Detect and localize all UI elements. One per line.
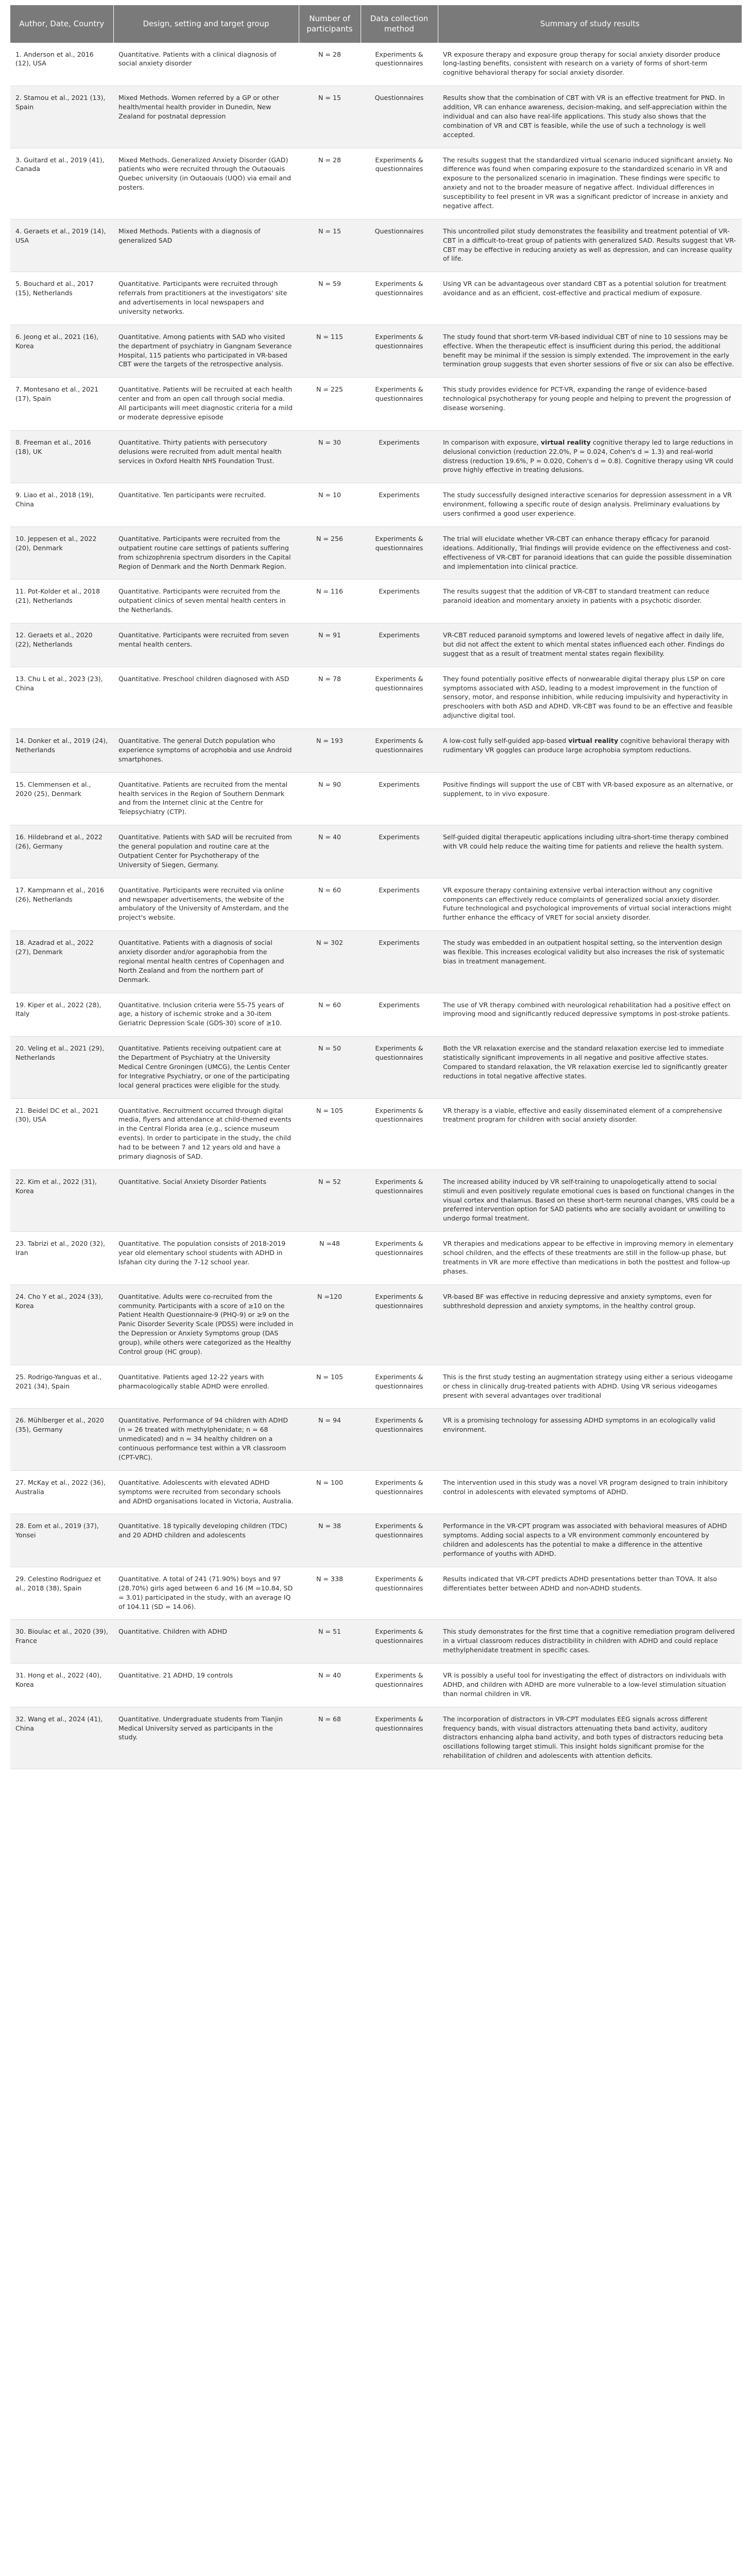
cell-author: 26. Mühlberger et al., 2020 (35), Germany — [10, 1409, 113, 1470]
cell-design: Quantitative. Preschool children diagnosed with ASD — [113, 667, 299, 728]
cell-summary: They found potentially positive effects of nonwearable digital therapy plus LSP on core symptoms associated with ASD, leading to a modest improvement in the function of sensory, motor, and response inhibition, while reducing impulsivity and hyperactivity in preschoolers with both ASD and ADHD. VR-CBT was found to be an effective and feasible adjunctive digital tool. — [438, 667, 742, 728]
cell-method: Experiments & questionnaires — [361, 325, 438, 378]
header-summary: Summary of study results — [438, 5, 742, 43]
cell-design: Quantitative. 18 typically developing children (TDC) and 20 ADHD children and adolescents — [113, 1514, 299, 1567]
table-row — [10, 1232, 742, 1285]
cell-method: Questionnaires — [361, 219, 438, 272]
table-row — [10, 378, 742, 431]
table-row — [10, 1514, 742, 1567]
cell-participants: N = 256 — [299, 527, 361, 580]
cell-author: 1. Anderson et al., 2016 (12), USA — [10, 43, 113, 86]
table-row — [10, 1098, 742, 1170]
cell-method: Experiments & questionnaires — [361, 1707, 438, 1769]
cell-author: 32. Wang et al., 2024 (41), China — [10, 1707, 113, 1769]
table-row — [10, 667, 742, 728]
cell-author: 29. Celestino Rodriguez et al., 2018 (38), Spain — [10, 1567, 113, 1620]
cell-design: Quantitative. Patients aged 12-22 years with pharmacologically stable ADHD were enrolled. — [113, 1365, 299, 1409]
cell-participants: N = 225 — [299, 378, 361, 431]
cell-participants: N = 30 — [299, 430, 361, 483]
cell-method: Experiments & questionnaires — [361, 1620, 438, 1664]
header-method: Data collection method — [361, 5, 438, 43]
cell-author: 6. Jeong et al., 2021 (16), Korea — [10, 325, 113, 378]
cell-summary: The study was embedded in an outpatient hospital setting, so the intervention design was flexible. This increases ecological validity but also increases the risk of systematic bias in treatment management. — [438, 931, 742, 993]
cell-method: Experiments & questionnaires — [361, 1098, 438, 1170]
cell-summary: In comparison with exposure, virtual reality cognitive therapy led to large reductions in delusional conviction (reduction 22.0%, P = 0.024, Cohen's d = 1.3) and real-world distress (reduction 19.6%, P = 0.020, Cohen's d = 0.8). Cognitive therapy using VR could prove highly effective in treating delusions. — [438, 430, 742, 483]
cell-summary: The increased ability induced by VR self-training to unapologetically attend to social stimuli and even positively regulate emotional cues is based on functional changes in the visual cortex and thalamus. Based on these short-term neuronal changes, VRS could be a preferred intervention option for SAD patients who are socially avoidant or unwilling to undergo formal treatment. — [438, 1170, 742, 1231]
cell-summary: The study found that short-term VR-based individual CBT of nine to 10 sessions may be effective. When the therapeutic effect is insufficient during this period, the additional benefit may be minimal if the session is simply extended. The improvement in the early termination group suggests that even shorter sessions of five or six can also be effective. — [438, 325, 742, 378]
cell-method: Experiments — [361, 430, 438, 483]
cell-design: Quantitative. The general Dutch population who experience symptoms of acrophobia and use Android smartphones. — [113, 729, 299, 773]
cell-summary: Results indicated that VR-CPT predicts ADHD presentations better than TOVA. It also differentiates better between ADHD and non-ADHD students. — [438, 1567, 742, 1620]
cell-participants: N = 15 — [299, 86, 361, 148]
cell-design: Quantitative. Participants were recruited from the outpatient clinics of seven mental health centers in the Netherlands. — [113, 580, 299, 623]
cell-author: 11. Pot-Kolder et al., 2018 (21), Netherlands — [10, 580, 113, 623]
header-author: Author, Date, Country — [10, 5, 113, 43]
cell-method: Experiments & questionnaires — [361, 43, 438, 86]
cell-participants: N = 28 — [299, 43, 361, 86]
table-row — [10, 1409, 742, 1470]
table-row — [10, 931, 742, 993]
cell-summary: The intervention used in this study was a novel VR program designed to train inhibitory control in adolescents with elevated symptoms of ADHD. — [438, 1470, 742, 1514]
cell-method: Experiments & questionnaires — [361, 667, 438, 728]
cell-design: Quantitative. 21 ADHD, 19 controls — [113, 1664, 299, 1707]
header-design: Design, setting and target group — [113, 5, 299, 43]
cell-summary: The results suggest that the standardized virtual scenario induced significant anxiety. No difference was found when comparing exposure to the standardized scenario in VR and exposure to the personalized scenario in imagination. These findings were specific to anxiety and not to the broader measure of negative affect. Individual differences in susceptibility to feel present in VR was a significant predictor of increase in anxiety and negative affect. — [438, 148, 742, 219]
cell-design: Quantitative. Patients will be recruited at each health center and from an open call through social media. All participants will meet diagnostic criteria for a mild or moderate depressive episode — [113, 378, 299, 431]
cell-author: 15. Clemmensen et al., 2020 (25), Denmark — [10, 772, 113, 825]
table-row — [10, 623, 742, 667]
cell-participants: N = 38 — [299, 1514, 361, 1567]
cell-summary: VR exposure therapy and exposure group therapy for social anxiety disorder produce long-lasting benefits, consistent with research on a variety of forms of short-term cognitive behavioral therapy for social anxiety disorder. — [438, 43, 742, 86]
emphasis-text: virtual reality — [540, 438, 591, 446]
cell-participants: N = 40 — [299, 825, 361, 878]
cell-summary: This study provides evidence for PCT-VR, expanding the range of evidence-based technological psychotherapy for young people and helping to prevent the progression of disease worsening. — [438, 378, 742, 431]
table-row — [10, 1664, 742, 1707]
cell-author: 23. Tabrizi et al., 2020 (32), Iran — [10, 1232, 113, 1285]
cell-design: Quantitative. Participants were recruited through referrals from practitioners at the investigators' site and advertisements in local newspapers and university networks. — [113, 272, 299, 325]
cell-summary: VR-CBT reduced paranoid symptoms and lowered levels of negative affect in daily life, but did not affect the extent to which mental states influenced each other. Findings do suggest that as a result of treatment mental states regain flexibility. — [438, 623, 742, 667]
cell-summary: Both the VR relaxation exercise and the standard relaxation exercise led to immediate statistically significant improvements in all negative and positive affective states. Compared to standard relaxation, the VR relaxation exercise led to significantly greater reductions in total negative affective states. — [438, 1037, 742, 1098]
cell-participants: N = 302 — [299, 931, 361, 993]
cell-author: 25. Rodrigo-Yanguas et al., 2021 (34), Spain — [10, 1365, 113, 1409]
table-row — [10, 86, 742, 148]
cell-author: 31. Hong et al., 2022 (40), Korea — [10, 1664, 113, 1707]
cell-author: 30. Bioulac et al., 2020 (39), France — [10, 1620, 113, 1664]
cell-author: 7. Montesano et al., 2021 (17), Spain — [10, 378, 113, 431]
cell-design: Quantitative. Children with ADHD — [113, 1620, 299, 1664]
cell-method: Experiments & questionnaires — [361, 527, 438, 580]
cell-design: Quantitative. Patients with a clinical diagnosis of social anxiety disorder — [113, 43, 299, 86]
studies-table — [10, 5, 742, 1769]
cell-summary: The incorporation of distractors in VR-CPT modulates EEG signals across different frequency bands, with visual distractors attenuating theta band activity, auditory distractors enhancing alpha band activity, and both types of distractors reducing beta oscillations following target stimuli. This insight holds significant promise for the rehabilitation of children and adolescents with attention deficits. — [438, 1707, 742, 1769]
cell-design: Quantitative. Patients with SAD will be recruited from the general population and routine care at the Outpatient Center for Psychotherapy of the University of Siegen, Germany. — [113, 825, 299, 878]
cell-summary: The results suggest that the addition of VR-CBT to standard treatment can reduce paranoid ideation and momentary anxiety in patients with a psychotic disorder. — [438, 580, 742, 623]
cell-participants: N = 60 — [299, 878, 361, 931]
cell-summary: The study successfully designed interactive scenarios for depression assessment in a VR environment, following a specific route of design analysis. Preliminary evaluations by users confirmed a good user experience. — [438, 483, 742, 527]
cell-participants: N = 78 — [299, 667, 361, 728]
cell-method: Experiments — [361, 993, 438, 1037]
cell-summary: Using VR can be advantageous over standard CBT as a potential solution for treatment avoidance and as an efficient, cost-effective and practical medium of exposure. — [438, 272, 742, 325]
table-row — [10, 1567, 742, 1620]
cell-method: Experiments & questionnaires — [361, 1470, 438, 1514]
cell-author: 20. Veling et al., 2021 (29), Netherlands — [10, 1037, 113, 1098]
cell-author: 17. Kampmann et al., 2016 (26), Netherlands — [10, 878, 113, 931]
cell-design: Mixed Methods. Generalized Anxiety Disorder (GAD) patients who were recruited through the Outaouais Quebec university (in Outaouais (UQO) via email and posters. — [113, 148, 299, 219]
cell-design: Quantitative. Participants were recruited from seven mental health centers. — [113, 623, 299, 667]
cell-summary: Positive findings will support the use of CBT with VR-based exposure as an alternative, or supplement, to in vivo exposure. — [438, 772, 742, 825]
cell-design: Quantitative. Patients are recruited from the mental health services in the Region of Southern Denmark and from the Internet clinic at the Centre for Telepsychiatry (CTP). — [113, 772, 299, 825]
cell-author: 10. Jeppesen et al., 2022 (20), Denmark — [10, 527, 113, 580]
table-row — [10, 1620, 742, 1664]
cell-method: Experiments — [361, 483, 438, 527]
table-row — [10, 1284, 742, 1365]
cell-participants: N = 15 — [299, 219, 361, 272]
cell-method: Experiments — [361, 825, 438, 878]
cell-participants: N = 115 — [299, 325, 361, 378]
cell-method: Experiments & questionnaires — [361, 1232, 438, 1285]
cell-author: 18. Azadrad et al., 2022 (27), Denmark — [10, 931, 113, 993]
header-row — [10, 5, 742, 43]
table-body — [10, 43, 742, 1769]
table-row — [10, 527, 742, 580]
cell-summary: This is the first study testing an augmentation strategy using either a serious videogame or chess in clinically drug-treated patients with ADHD. Using VR serious videogames present with several advantages over traditional — [438, 1365, 742, 1409]
cell-author: 13. Chu L et al., 2023 (23), China — [10, 667, 113, 728]
cell-method: Experiments & questionnaires — [361, 1664, 438, 1707]
cell-author: 9. Liao et al., 2018 (19), China — [10, 483, 113, 527]
emphasis-text: virtual reality — [568, 737, 619, 744]
cell-summary: Results show that the combination of CBT with VR is an effective treatment for PND. In addition, VR can enhance awareness, decision-making, and self-appreciation within the individual and can also have real-life applications. This study also shows that the combination of VR and CBT is feasible, while the use of such a technology is well accepted. — [438, 86, 742, 148]
cell-method: Experiments — [361, 931, 438, 993]
cell-summary: VR-based BF was effective in reducing depressive and anxiety symptoms, even for subthreshold depression and anxiety symptoms, in the healthy control group. — [438, 1284, 742, 1365]
cell-author: 8. Freeman et al., 2016 (18), UK — [10, 430, 113, 483]
table-row — [10, 1365, 742, 1409]
cell-design: Quantitative. Thirty patients with persecutory delusions were recruited from adult mental health services in Oxford Health NHS Foundation Trust. — [113, 430, 299, 483]
table-row — [10, 1170, 742, 1231]
cell-design: Quantitative. Participants were recruited from the outpatient routine care settings of patients suffering from schizophrenia spectrum disorders in the Capital Region of Denmark and the North Denmark Region. — [113, 527, 299, 580]
table-row — [10, 272, 742, 325]
cell-method: Experiments & questionnaires — [361, 272, 438, 325]
cell-design: Quantitative. Adults were co-recruited from the community. Participants with a score of ≥10 on the Patient Health Questionnaire-9 (PHQ-9) or ≥9 on the Panic Disorder Severity Scale (PDSS) were included in the Depression or Anxiety Symptoms group (DAS group), while others were categorized as the Healthy Control group (HC group). — [113, 1284, 299, 1365]
cell-design: Mixed Methods. Patients with a diagnosis of generalized SAD — [113, 219, 299, 272]
cell-author: 19. Kiper et al., 2022 (28), Italy — [10, 993, 113, 1037]
cell-participants: N = 10 — [299, 483, 361, 527]
table-row — [10, 825, 742, 878]
cell-participants: N = 94 — [299, 1409, 361, 1470]
cell-method: Experiments — [361, 580, 438, 623]
cell-summary: The use of VR therapy combined with neurological rehabilitation had a positive effect on improving mood and significantly reduced depressive symptoms in post-stroke patients. — [438, 993, 742, 1037]
cell-participants: N = 68 — [299, 1707, 361, 1769]
table-row — [10, 219, 742, 272]
cell-method: Experiments & questionnaires — [361, 1284, 438, 1365]
cell-participants: N =48 — [299, 1232, 361, 1285]
cell-method: Experiments & questionnaires — [361, 1514, 438, 1567]
cell-participants: N = 51 — [299, 1620, 361, 1664]
cell-participants: N = 338 — [299, 1567, 361, 1620]
cell-design: Mixed Methods. Women referred by a GP or other health/mental health provider in Dunedin, New Zealand for postnatal depression — [113, 86, 299, 148]
cell-author: 16. Hildebrand et al., 2022 (26), Germany — [10, 825, 113, 878]
table-row — [10, 148, 742, 219]
cell-author: 2. Stamou et al., 2021 (13), Spain — [10, 86, 113, 148]
cell-method: Experiments & questionnaires — [361, 1170, 438, 1231]
cell-method: Experiments & questionnaires — [361, 148, 438, 219]
cell-design: Quantitative. Ten participants were recruited. — [113, 483, 299, 527]
cell-design: Quantitative. Inclusion criteria were 55-75 years of age, a history of ischemic stroke and a 30-item Geriatric Depression Scale (GDS-30) score of ≥10. — [113, 993, 299, 1037]
cell-participants: N = 100 — [299, 1470, 361, 1514]
cell-author: 24. Cho Y et al., 2024 (33), Korea — [10, 1284, 113, 1365]
cell-participants: N = 50 — [299, 1037, 361, 1098]
cell-summary: Self-guided digital therapeutic applications including ultra-short-time therapy combined with VR could help reduce the waiting time for patients and relieve the health system. — [438, 825, 742, 878]
cell-method: Experiments & questionnaires — [361, 1567, 438, 1620]
cell-design: Quantitative. Adolescents with elevated ADHD symptoms were recruited from secondary schools and ADHD organisations located in Victoria, Australia. — [113, 1470, 299, 1514]
cell-design: Quantitative. Undergraduate students from Tianjin Medical University served as participants in the study. — [113, 1707, 299, 1769]
cell-method: Experiments & questionnaires — [361, 729, 438, 773]
cell-design: Quantitative. The population consists of 2018-2019 year old elementary school students with ADHD in Isfahan city during the 7-12 school year. — [113, 1232, 299, 1285]
cell-design: Quantitative. Patients with a diagnosis of social anxiety disorder and/or agoraphobia from the regional mental health centres of Copenhagen and North Zealand and from the northern part of Denmark. — [113, 931, 299, 993]
cell-method: Experiments & questionnaires — [361, 1409, 438, 1470]
cell-participants: N = 59 — [299, 272, 361, 325]
cell-participants: N = 90 — [299, 772, 361, 825]
table-row — [10, 878, 742, 931]
table-row — [10, 1707, 742, 1769]
cell-participants: N = 105 — [299, 1098, 361, 1170]
cell-summary: VR is possibly a useful tool for investigating the effect of distractors on individuals with ADHD, and children with ADHD are more vulnerable to a low-level stimulation situation than normal children in VR. — [438, 1664, 742, 1707]
table-row — [10, 772, 742, 825]
cell-author: 5. Bouchard et al., 2017 (15), Netherlands — [10, 272, 113, 325]
cell-summary: This uncontrolled pilot study demonstrates the feasibility and treatment potential of VR-CBT in a difficult-to-treat group of patients with generalized SAD. Results suggest that VR-CBT may be effective in reducing anxiety as well as depression, and can increase quality of life. — [438, 219, 742, 272]
cell-method: Experiments & questionnaires — [361, 1365, 438, 1409]
cell-design: Quantitative. Recruitment occurred through digital media, flyers and attendance at child-themed events in the Central Florida area (e.g., science museum events). In order to participate in the study, the child had to be between 7 and 12 years old and have a primary diagnosis of SAD. — [113, 1098, 299, 1170]
cell-author: 28. Eom et al., 2019 (37), Yonsei — [10, 1514, 113, 1567]
cell-participants: N =120 — [299, 1284, 361, 1365]
cell-summary: This study demonstrates for the first time that a cognitive remediation program delivered in a virtual classroom reduces distractibility in children with ADHD and could replace methylphenidate treatment in specific cases. — [438, 1620, 742, 1664]
cell-participants: N = 28 — [299, 148, 361, 219]
cell-method: Experiments — [361, 878, 438, 931]
cell-method: Questionnaires — [361, 86, 438, 148]
cell-summary: VR is a promising technology for assessing ADHD symptoms in an ecologically valid environment. — [438, 1409, 742, 1470]
header-participants: Number of participants — [299, 5, 361, 43]
cell-participants: N = 105 — [299, 1365, 361, 1409]
cell-design: Quantitative. Performance of 94 children with ADHD (n = 26 treated with methylphenidate; n = 68 unmedicated) and n = 34 healthy children on a continuous performance test within a VR classroom (CPT-VRC). — [113, 1409, 299, 1470]
cell-design: Quantitative. Social Anxiety Disorder Patients — [113, 1170, 299, 1231]
table-row — [10, 483, 742, 527]
table-row — [10, 729, 742, 773]
cell-design: Quantitative. Participants were recruited via online and newspaper advertisements, the website of the ambulatory of the University of Amsterdam, and the project's website. — [113, 878, 299, 931]
table-row — [10, 325, 742, 378]
cell-participants: N = 60 — [299, 993, 361, 1037]
cell-summary: The trial will elucidate whether VR-CBT can enhance therapy efficacy for paranoid ideations. Additionally, Trial findings will provide evidence on the effectiveness and cost-effectiveness of VR-CBT for paranoid ideations that can guide the possible dissemination and implementation into clinical practice. — [438, 527, 742, 580]
cell-participants: N = 193 — [299, 729, 361, 773]
cell-participants: N = 91 — [299, 623, 361, 667]
cell-design: Quantitative. Patients receiving outpatient care at the Department of Psychiatry at the University Medical Centre Groningen (UMCG), the Lentis Center for Integrative Psychiatry, or one of the participating local general practices were eligible for the study. — [113, 1037, 299, 1098]
cell-author: 14. Donker et al., 2019 (24), Netherlands — [10, 729, 113, 773]
table-row — [10, 580, 742, 623]
cell-author: 22. Kim et al., 2022 (31), Korea — [10, 1170, 113, 1231]
cell-participants: N = 40 — [299, 1664, 361, 1707]
cell-summary: Performance in the VR-CPT program was associated with behavioral measures of ADHD symptoms. Adding social aspects to a VR environment commonly encountered by children and adolescents has the potential to make a difference in the attentive performance of youths with ADHD. — [438, 1514, 742, 1567]
cell-author: 27. McKay et al., 2022 (36), Australia — [10, 1470, 113, 1514]
cell-method: Experiments — [361, 772, 438, 825]
cell-author: 3. Guitard et al., 2019 (41), Canada — [10, 148, 113, 219]
cell-design: Quantitative. A total of 241 (71.90%) boys and 97 (28.70%) girls aged between 6 and 16 (M =10.84, SD = 3.01) participated in the study, with an average IQ of 104.11 (SD = 14.06). — [113, 1567, 299, 1620]
cell-summary: VR therapy is a viable, effective and easily disseminated element of a comprehensive treatment program for children with social anxiety disorder. — [438, 1098, 742, 1170]
table-row — [10, 430, 742, 483]
cell-method: Experiments & questionnaires — [361, 378, 438, 431]
cell-author: 21. Beidel DC et al., 2021 (30), USA — [10, 1098, 113, 1170]
cell-summary: VR exposure therapy containing extensive verbal interaction without any cognitive components can effectively reduce complaints of generalized social anxiety disorder. Future technological and psychological improvements of virtual social interactions might further enhance the efficacy of VRET for social anxiety disorder. — [438, 878, 742, 931]
cell-author: 4. Geraets et al., 2019 (14), USA — [10, 219, 113, 272]
table-row — [10, 1470, 742, 1514]
cell-design: Quantitative. Among patients with SAD who visited the department of psychiatry in Gangnam Severance Hospital, 115 patients who participated in VR-based CBT were the targets of the retrospective analysis. — [113, 325, 299, 378]
cell-method: Experiments & questionnaires — [361, 1037, 438, 1098]
table-row — [10, 1037, 742, 1098]
cell-author: 12. Geraets et al., 2020 (22), Netherlands — [10, 623, 113, 667]
table-row — [10, 43, 742, 86]
cell-participants: N = 52 — [299, 1170, 361, 1231]
cell-method: Experiments — [361, 623, 438, 667]
cell-summary: VR therapies and medications appear to be effective in improving memory in elementary school children, and the effects of these treatments are still in the follow-up phase, but treatments in VR are more effective than medications in both the posttest and follow-up phases. — [438, 1232, 742, 1285]
cell-participants: N = 116 — [299, 580, 361, 623]
table-header — [10, 5, 742, 43]
table-row — [10, 993, 742, 1037]
cell-summary: A low-cost fully self-guided app-based virtual reality cognitive behavioral therapy with rudimentary VR goggles can produce large acrophobia symptom reductions. — [438, 729, 742, 773]
